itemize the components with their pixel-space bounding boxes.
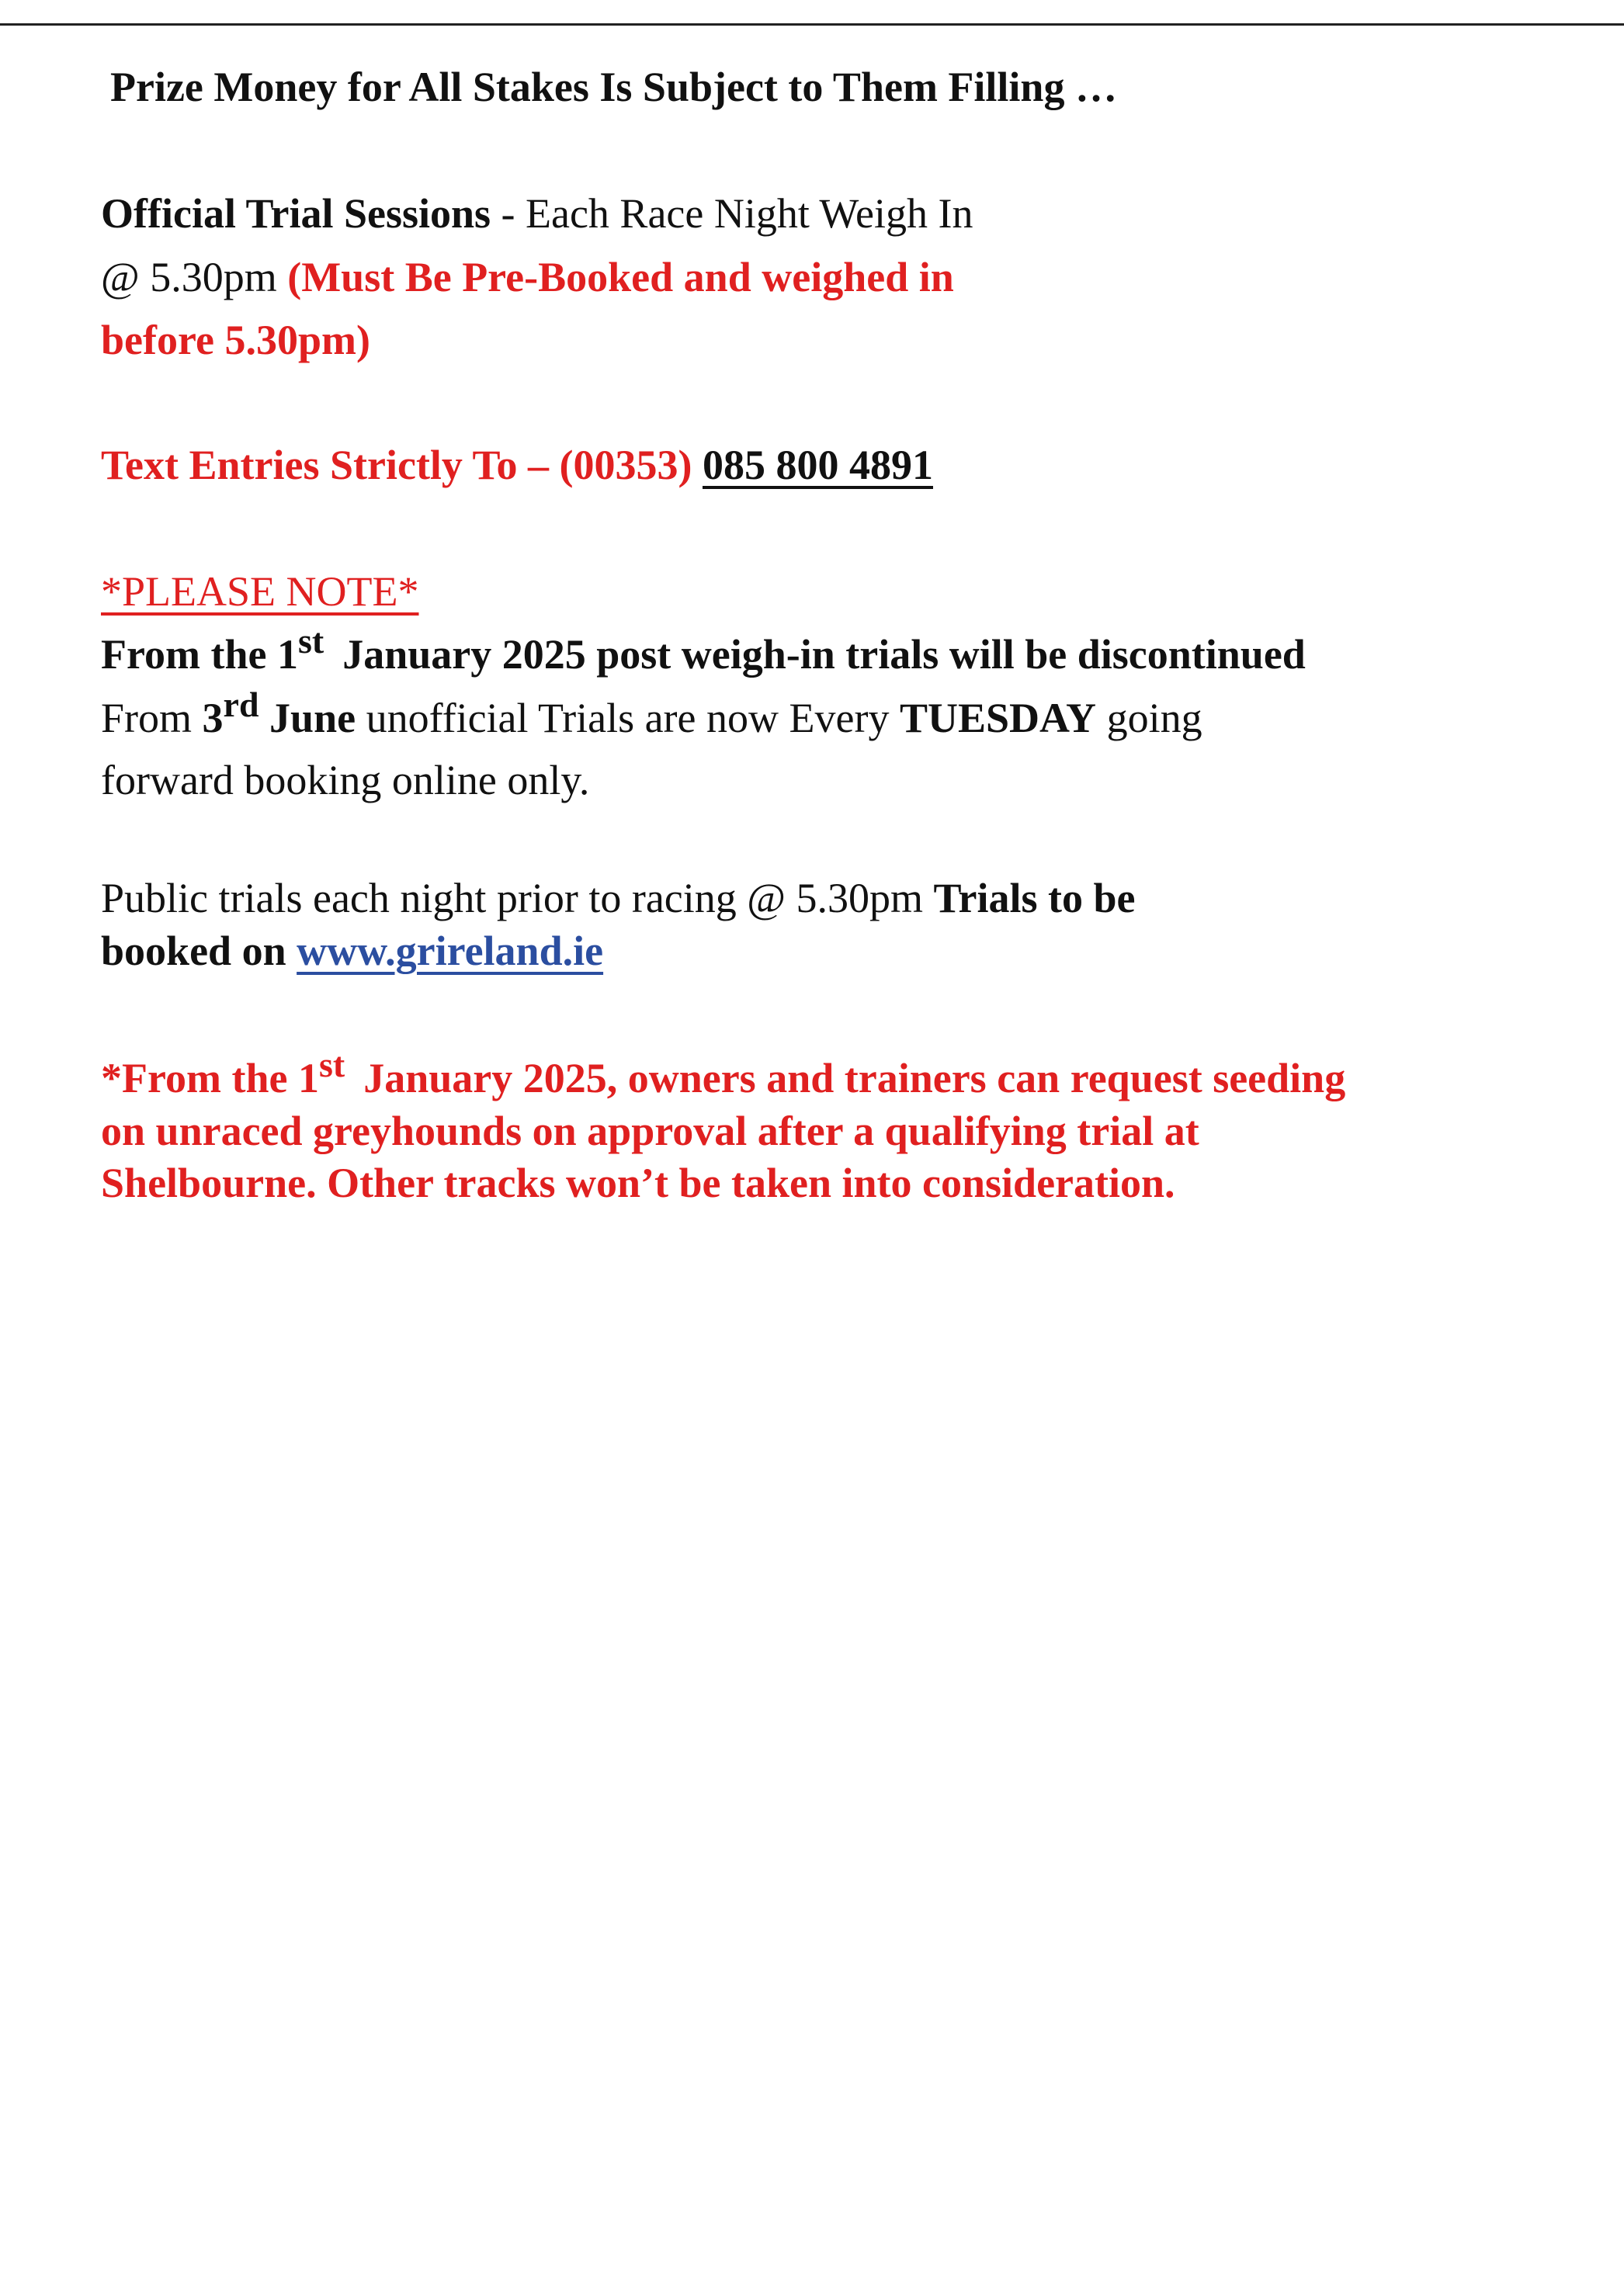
notice-line-2-sup: rd	[223, 685, 259, 724]
booking-warning-1: (Must Be Pre-Booked and weighed in	[287, 254, 954, 300]
notice-line-2-c: June	[259, 695, 356, 741]
notice-line-2-b: 3	[202, 695, 224, 741]
page-title: Prize Money for All Stakes Is Subject to Them Filling …	[110, 64, 1117, 110]
trial-sessions-detail: - Each Race Night Weigh In	[491, 190, 973, 237]
seeding-line-1-sup: st	[318, 1045, 345, 1084]
public-trials-bold: Trials to be	[933, 875, 1136, 921]
text-entries-line	[101, 444, 933, 486]
please-note-heading: *PLEASE NOTE*	[101, 568, 419, 615]
seeding-line-3: Shelbourne. Other tracks won’t be taken into consideration.	[101, 1160, 1175, 1206]
trial-time: @ 5.30pm	[101, 254, 288, 300]
notice-line-2-a: From	[101, 695, 203, 741]
public-trials-text: Public trials each night prior to racing @ 5.30pm	[101, 875, 934, 921]
public-trials-line-1	[101, 877, 1136, 919]
seeding-line-2: on unraced greyhounds on approval after a qualifying trial at	[101, 1108, 1199, 1154]
top-rule	[0, 23, 1624, 26]
notice-line-1	[101, 621, 1306, 678]
booked-on-label: booked on	[101, 928, 297, 974]
notice-line-1-pre: From the 1	[101, 631, 298, 678]
notice-line-2-f: going	[1096, 695, 1202, 741]
grireland-link[interactable]: www.grireland.ie	[297, 928, 604, 974]
seeding-line-1-post: January 2025, owners and trainers can request seeding	[363, 1055, 1346, 1101]
text-entries-label: Text Entries Strictly To – (00353)	[101, 442, 692, 488]
booking-warning-2: before 5.30pm)	[101, 317, 370, 363]
trial-time-line	[101, 256, 954, 298]
seeding-line-1-pre: *From the 1	[101, 1055, 319, 1101]
seeding-line-1	[101, 1045, 1346, 1101]
notice-line-2-e: TUESDAY	[899, 695, 1097, 741]
trial-sessions-line	[101, 190, 973, 237]
notice-line-3: forward booking online only.	[101, 757, 590, 803]
notice-line-2	[101, 685, 1202, 741]
notice-line-1-post: January 2025 post weigh-in trials will be discontinued	[342, 631, 1306, 678]
entries-phone-number[interactable]: 085 800 4891	[702, 442, 933, 488]
notice-line-1-sup: st	[297, 621, 324, 661]
trial-sessions-label: Official Trial Sessions	[101, 190, 491, 237]
public-trials-line-2	[101, 930, 603, 972]
notice-line-2-d: unofficial Trials are now Every	[356, 695, 900, 741]
